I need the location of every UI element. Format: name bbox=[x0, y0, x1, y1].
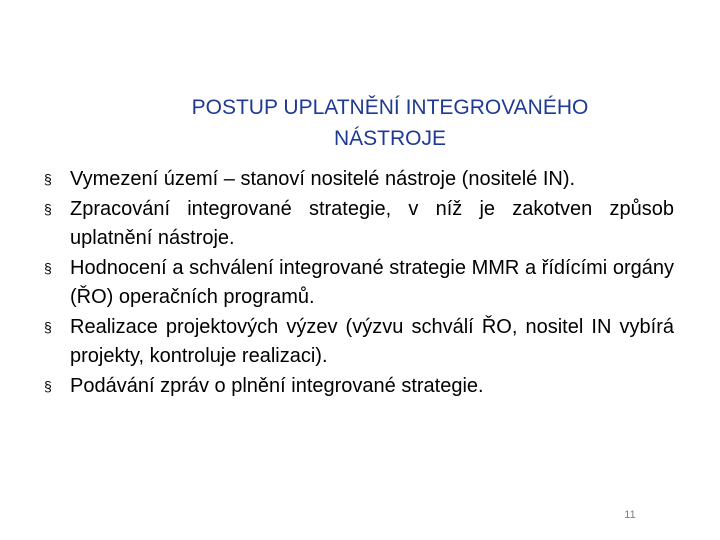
list-item-text: Hodnocení a schválení integrované strategie MMR a řídícími orgány (ŘO) operačních programů. bbox=[70, 257, 674, 308]
bullet-list bbox=[44, 165, 674, 402]
list-item-text: Zpracování integrované strategie, v níž je zakotven způsob uplatnění nástroje. bbox=[70, 198, 674, 249]
bullet-marker-icon: § bbox=[44, 171, 52, 187]
bullet-marker-icon: § bbox=[44, 201, 52, 217]
list-item bbox=[44, 195, 674, 253]
bullet-marker-icon: § bbox=[44, 260, 52, 276]
list-item-text: Podávání zpráv o plnění integrované strategie. bbox=[70, 375, 484, 397]
slide-title: POSTUP UPLATNĚNÍ INTEGROVANÉHO NÁSTROJE bbox=[191, 96, 589, 150]
list-item bbox=[44, 254, 674, 312]
bullet-marker-icon: § bbox=[44, 378, 52, 394]
list-item bbox=[44, 372, 674, 401]
list-item bbox=[44, 165, 674, 194]
bullet-marker-icon: § bbox=[44, 319, 52, 335]
list-item-text: Realizace projektových výzev (výzvu schválí ŘO, nositel IN vybírá projekty, kontroluje realizaci). bbox=[70, 316, 674, 367]
list-item bbox=[44, 313, 674, 371]
list-item-text: Vymezení území – stanoví nositelé nástroje (nositelé IN). bbox=[70, 168, 576, 190]
page-number: 11 bbox=[624, 509, 636, 521]
